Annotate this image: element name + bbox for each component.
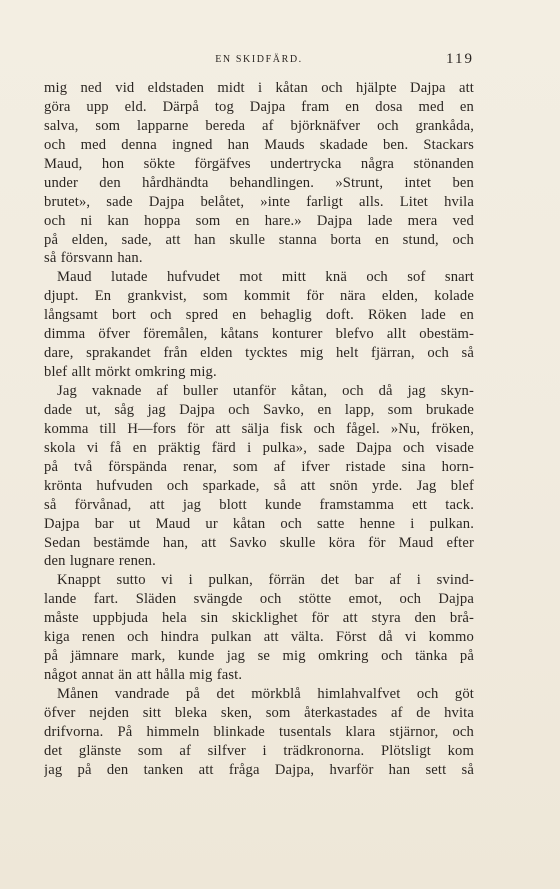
- text-line: så försvann han.: [44, 250, 143, 267]
- text-line: så förvånad, att jag blott kunde framstamma ett tack.: [44, 496, 474, 513]
- text-line: komma till H—fors för att sälja fisk och fågel. »Nu, fröken,: [44, 420, 474, 437]
- text-line: Sedan bestämde han, att Savko skulle köra för Maud efter: [44, 534, 474, 551]
- text-line: salva, som lapparne bereda af björknäfver och grankåda,: [44, 117, 474, 134]
- text-line: Dajpa bar ut Maud ur kåtan och satte henne i pulkan.: [44, 515, 474, 532]
- text-line: dimma öfver föremålen, kåtans konturer blefvo allt obestäm-: [44, 326, 474, 343]
- text-line: öfver nejden sitt bleka sken, som återkastades af de hvita: [44, 704, 474, 721]
- paragraph: [44, 382, 474, 571]
- text-line: på elden, sade, att han skulle stanna borta en stund, och: [44, 231, 474, 248]
- text-line: dade ut, såg jag Dajpa och Savko, en lapp, som brukade: [44, 401, 474, 418]
- page-header: [44, 51, 474, 71]
- text-line: den lugnare renen.: [44, 553, 156, 570]
- page-number: 119: [446, 51, 474, 67]
- text-line: på två förspända renar, som af ifver ristade sina horn-: [44, 458, 474, 475]
- text-line: långsamt bort och spred en behaglig doft. Röken lade en: [44, 307, 474, 324]
- text-line: Knappt sutto vi i pulkan, förrän det bar af i svind-: [57, 572, 474, 589]
- text-line: det glänste som af silfver i trädkronorna. Plötsligt kom: [44, 742, 474, 759]
- text-line: Maud, hon sökte förgäfves undertrycka några stönanden: [44, 155, 474, 172]
- text-line: lande fart. Släden svängde och stötte emot, och Dajpa: [44, 591, 474, 608]
- text-line: drifvorna. På himmeln blinkade tusentals klara stjärnor, och: [44, 723, 474, 740]
- text-line: och ni kan hoppa som en hare.» Dajpa lade mera ved: [44, 212, 474, 229]
- running-title: EN SKIDFÄRD.: [215, 54, 303, 65]
- paragraph: [44, 79, 474, 268]
- text-line: krönta hufvuden och sparkade, så att snön yrde. Jag blef: [44, 477, 474, 494]
- text-line: mig ned vid eldstaden midt i kåtan och hjälpte Dajpa att: [44, 80, 474, 96]
- text-line: på jämnare mark, kunde jag se mig omkring och tänka på: [44, 648, 474, 665]
- text-line: Maud lutade hufvudet mot mitt knä och sof snart: [57, 269, 474, 286]
- body-text: [44, 79, 474, 780]
- text-line: och med denna ingned han Mauds skadade ben. Stackars: [44, 136, 474, 153]
- text-line: kiga renen och hindra pulkan att välta. Först då vi kommo: [44, 629, 474, 646]
- text-line: blef allt mörkt omkring mig.: [44, 364, 217, 381]
- text-line: djupt. En grankvist, som kommit för nära elden, kolade: [44, 288, 474, 305]
- paragraph: [44, 268, 474, 382]
- text-line: Månen vandrade på det mörkblå himlahvalfvet och göt: [57, 686, 474, 702]
- text-line: Jag vaknade af buller utanför kåtan, och då jag skyn-: [57, 383, 474, 399]
- paragraph: [44, 571, 474, 685]
- text-line: måste uppbjuda hela sin skicklighet för att styra den brå-: [44, 610, 474, 627]
- paragraph: [44, 685, 474, 780]
- text-line: under den hårdhändta behandlingen. »Strunt, intet ben: [44, 174, 474, 191]
- text-line: något annat än att hålla mig fast.: [44, 667, 243, 684]
- text-line: jag på den tanken att fråga Dajpa, hvarför han sett så: [44, 761, 474, 778]
- text-line: dare, sprakandet från elden tycktes mig helt fjärran, och så: [44, 345, 474, 362]
- text-line: skola vi få en präktig färd i pulka», sade Dajpa och visade: [44, 439, 474, 456]
- text-line: brutet», sade Dajpa belåtet, »inte farligt alls. Litet hvila: [44, 193, 474, 210]
- text-line: göra upp eld. Därpå tog Dajpa fram en dosa med en: [44, 98, 474, 115]
